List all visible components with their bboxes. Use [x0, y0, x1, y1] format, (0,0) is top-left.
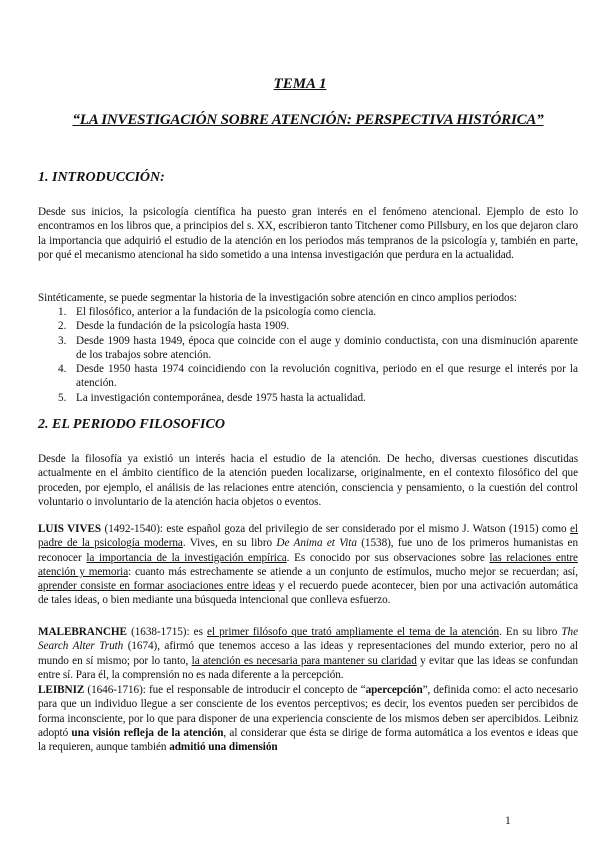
list-item — [38, 334, 578, 363]
author-name: LEIBNIZ — [38, 684, 85, 696]
author-name: LUIS VIVES — [38, 523, 102, 535]
list-item — [38, 305, 578, 319]
underlined-phrase: la atención es necesaria para mantener su claridad — [191, 654, 417, 667]
author-name: MALEBRANCHE — [38, 626, 127, 638]
list-number: 2. — [58, 320, 67, 333]
list-item — [38, 319, 578, 333]
section-heading-introduccion: 1. INTRODUCCIÓN: — [38, 170, 165, 185]
vives-paragraph: LUIS VIVES (1492-1540): este español goza del privilegio de ser considerado por el mismo J. Watson (1915) como el padre de la psicología moderna. Vives, en su libro De Anima et Vita (1538), fue uno de los primeros humanistas en reconocer la importancia de la investigación empírica. Es conocido por sus observaciones sobre las relaciones entre atención y memoria: cuanto más estrechamente se atiende a un conjunto de estímulos, mucho mejor se recuerdan; así, aprender consiste en formar asociaciones entre ideas y el recuerdo puede acontecer, bien por una activación automática de tales ideas, o bien mediante una búsqueda intencional que conlleva esfuerzo. — [38, 523, 579, 607]
underlined-phrase: las relaciones entre atención y memoria — [38, 551, 578, 578]
document-title: TEMA 1 — [273, 76, 327, 92]
underlined-phrase: el primer filósofo que trató ampliamente el tema de la atención — [207, 626, 500, 638]
underlined-phrase: el padre de la psicología moderna — [38, 523, 578, 550]
leibniz-paragraph: LEIBNIZ (1646-1716): fue el responsable de introducir el concepto de “apercepción”, definida como: el acto necesario para que un individuo llegue a ser consciente de los eventos perceptivos; es decir, los eventos pueden ser percibidos de forma inconsciente, por lo que para disponer de una experiencia consciente de los mismos deben ser apercibidos. Leibniz adoptó una visión refleja de la atención, al considerar que ésta se dirige de forma automática a los eventos e ideas que la requieren, aunque también admitió una dimensión — [38, 684, 579, 754]
page-number: 1 — [505, 815, 511, 827]
document-subtitle: “LA INVESTIGACIÓN SOBRE ATENCIÓN: PERSPECTIVA HISTÓRICA” — [72, 112, 544, 128]
periods-list — [38, 305, 578, 405]
bold-phrase: una visión refleja de la atención — [71, 726, 224, 739]
list-text: Desde 1950 hasta 1974 coincidiendo con la revolución cognitiva, periodo en el que resurge el interés por la atención. — [76, 363, 578, 390]
book-title: De Anima et Vita — [276, 537, 357, 550]
underlined-phrase: aprender consiste en formar asociaciones entre ideas — [38, 580, 276, 593]
list-text: Desde 1909 hasta 1949, época que coincide con el auge y dominio conductista, con una disminución aparente de los trabajos sobre atención. — [76, 334, 578, 361]
underlined-phrase: la importancia de la investigación empírica — [86, 551, 287, 564]
bold-phrase: admitió una dimensión — [169, 741, 278, 754]
malebranche-paragraph: MALEBRANCHE (1638-1715): es el primer filósofo que trató ampliamente el tema de la atención. En su libro The Search Alter Truth (1674), afirmó que tenemos acceso a las ideas y representaciones del mundo exterior, pero no al mundo en sí mismo; por lo tanto, la atención es necesaria para mantener su claridad y evitar que las ideas se confundan entre sí. Para él, la comprensión no es nada diferente a la percepción. — [38, 626, 578, 681]
list-item — [38, 391, 578, 405]
list-text: Desde la fundación de la psicología hasta 1909. — [76, 320, 290, 333]
list-number: 1. — [58, 306, 67, 318]
periods-intro: Sintéticamente, se puede segmentar la historia de la investigación sobre atención en cinco amplios periodos: — [38, 292, 517, 304]
book-title: The Search Alter Truth — [38, 626, 578, 653]
list-number: 3. — [58, 334, 67, 347]
section-heading-periodo-filosofico: 2. EL PERIODO FILOSOFICO — [38, 417, 225, 432]
list-text: El filosófico, anterior a la fundación de la psicología como ciencia. — [76, 306, 377, 318]
philosophy-paragraph: Desde la filosofía ya existió un interés hacia el estudio de la atención. De hecho, diversas cuestiones discutidas actualmente en el ámbito científico de la atención pueden localizarse, originalmente, en el contexto filosófico del que proceden, por ejemplo, el análisis de las relaciones entre atención, consciencia y pensamiento, o la cuestión del control voluntario o involuntario de la atención hacia objetos o eventos. — [38, 453, 578, 508]
bold-term: apercepción — [365, 684, 423, 696]
intro-paragraph: Desde sus inicios, la psicología científica ha puesto gran interés en el fenómeno atencional. Ejemplo de esto lo encontramos en los libros que, a principios del s. XX, escribieron tanto Titchener como Pillsbury, en los que dejaron claro la importancia que adquirió el estudio de la atención en los periodos más tempranos de la psicología y, también en parte, por qué el mecanismo atencional ha sido sometido a una intensa investigación que perdura en la actualidad. — [38, 206, 578, 261]
list-number: 5. — [58, 391, 67, 404]
list-number: 4. — [58, 363, 67, 376]
list-text: La investigación contemporánea, desde 1975 hasta la actualidad. — [76, 391, 366, 404]
list-item — [38, 362, 578, 391]
